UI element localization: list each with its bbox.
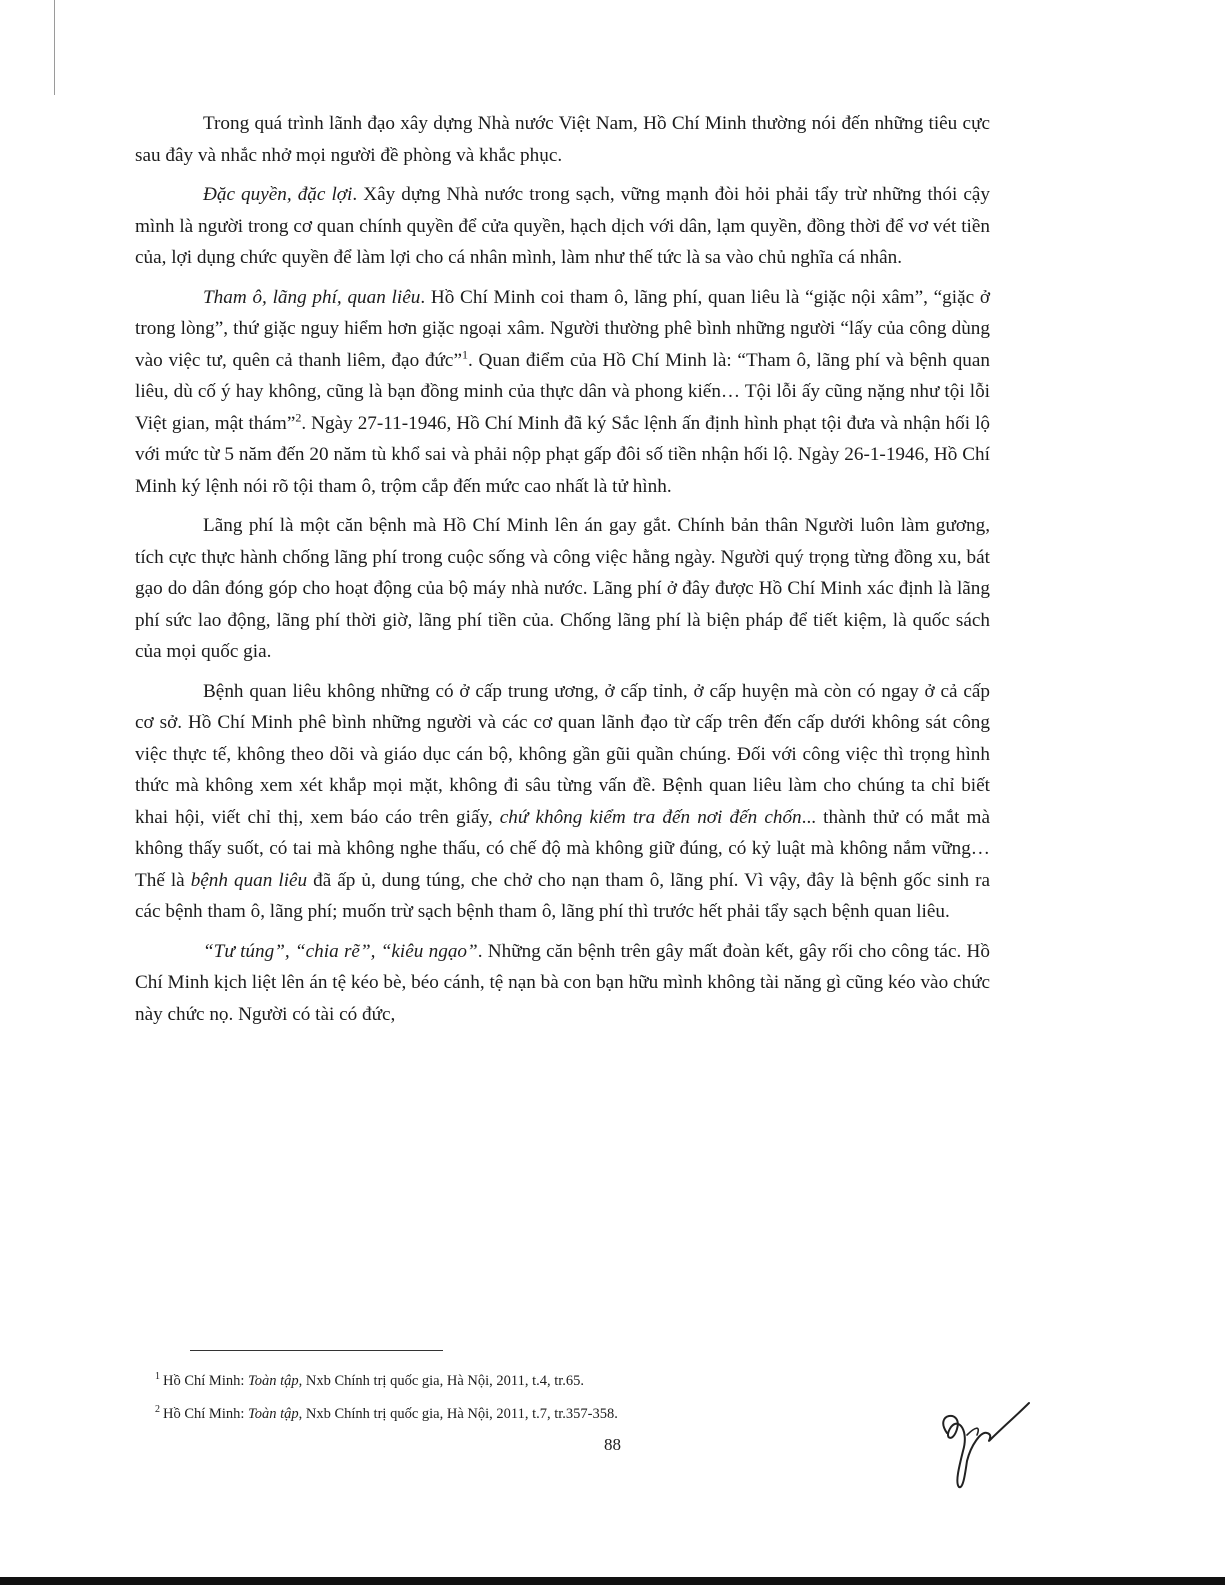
text-run: . Những căn bệnh trên gây mất đoàn kết, gây rối cho công tác. Hồ Chí Minh kịch liệt lên án tệ kéo bè, béo cánh, tệ nạn bà con bạn hữu mình không tài năng gì cũng kéo vào chức này chức nọ. Người có tài có đức,	[135, 940, 990, 1025]
text-run: , Nxb Chính trị quốc gia, Hà Nội, 2011, t.7, tr.357-358.	[298, 1406, 618, 1422]
text-run: Hồ Chí Minh:	[163, 1406, 248, 1422]
text-run: Trong quá trình lãnh đạo xây dựng Nhà nước Việt Nam, Hồ Chí Minh thường nói đến những tiêu cực sau đây và nhắc nhở mọi người đề phòng và khắc phục.	[135, 113, 990, 166]
footnote-ref: 2	[295, 410, 302, 425]
paragraph	[135, 676, 990, 928]
footnote	[155, 1365, 855, 1398]
footnotes	[155, 1365, 855, 1431]
paragraph	[135, 282, 990, 503]
text-run: đã ấp ủ, dung túng, che chở cho nạn tham ô, lãng phí. Vì vậy, đây là bệnh gốc sinh ra các bệnh tham ô, lãng phí; muốn trừ sạch bệnh tham ô, lãng phí thì trước hết phải tẩy sạch bệnh quan liêu.	[135, 869, 990, 922]
text-run: Hồ Chí Minh:	[163, 1373, 248, 1389]
paragraph	[135, 510, 990, 668]
page-number: 88	[604, 1435, 621, 1454]
paragraph	[135, 179, 990, 274]
footnote-number: 1	[155, 1371, 160, 1383]
text-run: Bệnh quan liêu không những có ở cấp trung ương, ở cấp tỉnh, ở cấp huyện mà còn có ngay ở cả cấp cơ sở. Hồ Chí Minh phê bình những người và các cơ quan lãnh đạo từ cấp trên đến cấp dưới không sát công việc thực tế, không theo dõi và giáo dục cán bộ, không gần gũi quần chúng. Đối với công việc thì trọng hình thức mà không xem xét khắp mọi mặt, không đi sâu từng vấn đề. Bệnh quan liêu làm cho chúng ta chỉ biết khai hội, viết chỉ thị, xem báo cáo trên giấy,	[135, 680, 990, 828]
text-run: . Ngày 27-11-1946, Hồ Chí Minh đã ký Sắc lệnh ấn định hình phạt tội đưa và nhận hối lộ với mức từ 5 năm đến 20 năm tù khổ sai và phải nộp phạt gấp đôi số tiền nhận hối lộ. Ngày 26-1-1946, Hồ Chí Minh ký lệnh nói rõ tội tham ô, trộm cắp đến mức cao nhất là tử hình.	[135, 412, 990, 497]
italic-text: Toàn tập	[248, 1373, 299, 1389]
page-body	[135, 108, 990, 1038]
scan-bottom-edge	[0, 1577, 1225, 1585]
text-run: . Quan điểm của Hồ Chí Minh là: “Tham ô, lãng phí và bệnh quan liêu, dù cố ý hay không, cũng là bạn đồng minh của thực dân và phong kiến… Tội lỗi ấy cũng nặng như tội lỗi Việt gian, mật thám”	[135, 349, 990, 434]
signature-icon	[925, 1395, 1035, 1495]
italic-text: chứ không kiểm tra đến nơi đến chốn	[499, 806, 802, 828]
scan-edge-line	[54, 0, 55, 95]
italic-text: Toàn tập	[248, 1406, 299, 1422]
paragraph	[135, 936, 990, 1031]
paragraph	[135, 108, 990, 171]
footnote-separator	[190, 1350, 443, 1351]
text-run: Lãng phí là một căn bệnh mà Hồ Chí Minh lên án gay gắt. Chính bản thân Người luôn làm gương, tích cực thực hành chống lãng phí trong cuộc sống và công việc hằng ngày. Người quý trọng từng đồng xu, bát gạo do dân đóng góp cho hoạt động của bộ máy nhà nước. Lãng phí ở đây được Hồ Chí Minh xác định là lãng phí sức lao động, lãng phí thời giờ, lãng phí tiền của. Chống lãng phí là biện pháp để tiết kiệm, là quốc sách của mọi quốc gia.	[135, 515, 990, 662]
footnote	[155, 1398, 855, 1431]
text-run: . Xây dựng Nhà nước trong sạch, vững mạnh đòi hỏi phải tẩy trừ những thói cậy mình là người trong cơ quan chính quyền để cửa quyền, hạch dịch với dân, lạm quyền, đồng thời để vơ vét tiền của, lợi dụng chức quyền để làm lợi cho cá nhân mình, làm như thế tức là sa vào chủ nghĩa cá nhân.	[135, 184, 990, 268]
italic-text: “Tư túng”, “chia rẽ”, “kiêu ngạo”	[203, 940, 478, 962]
text-run: . Hồ Chí Minh coi tham ô, lãng phí, quan liêu là “giặc nội xâm”, “giặc ở trong lòng”, thứ giặc nguy hiểm hơn giặc ngoại xâm. Người thường phê bình những người “lấy của công dùng vào việc tư, quên cả thanh liêm, đạo đức”	[135, 286, 990, 371]
italic-text: Đặc quyền, đặc lợi	[203, 184, 353, 205]
text-run: , Nxb Chính trị quốc gia, Hà Nội, 2011, t.4, tr.65.	[298, 1373, 585, 1389]
italic-text: Tham ô, lãng phí, quan liêu	[203, 286, 421, 308]
footnote-number: 2	[155, 1404, 160, 1416]
footnote-ref: 1	[461, 347, 468, 362]
text-run: ... thành thử có mắt mà không thấy suốt, có tai mà không nghe thấu, có chế độ mà không giữ đúng, có kỷ luật mà không nắm vững… Thế là	[135, 806, 990, 891]
italic-text: bệnh quan liêu	[190, 869, 308, 891]
